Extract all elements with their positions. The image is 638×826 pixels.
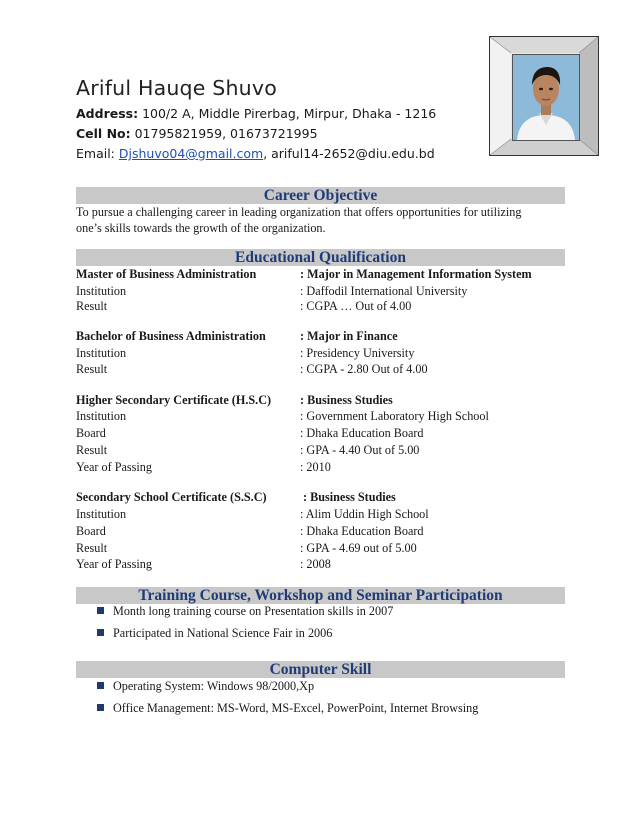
ssc-row-label: Year of Passing — [76, 557, 152, 571]
cell-value: 01795821959, 01673721995 — [134, 126, 318, 141]
mba-major: : Major in Management Information System — [300, 267, 532, 281]
person-portrait-icon — [513, 55, 579, 140]
hsc-row-label: Institution — [76, 409, 127, 423]
hsc-row-value: : 2010 — [300, 460, 331, 474]
mba-degree: Master of Business Administration — [76, 267, 257, 281]
bba-row-label: Institution — [76, 346, 127, 360]
section-career-objective: Career Objective — [76, 187, 565, 204]
hsc-row-label: Board — [76, 426, 106, 440]
ssc-degree: Secondary School Certificate (S.S.C) — [76, 490, 267, 504]
section-educational-qualification: Educational Qualification — [76, 249, 565, 266]
email-secondary: , ariful14-2652@diu.edu.bd — [263, 146, 435, 161]
section-training: Training Course, Workshop and Seminar Participation — [76, 587, 565, 604]
hsc-row-value: : Dhaka Education Board — [300, 426, 424, 440]
bba-row-label: Result — [76, 362, 108, 376]
ssc-row-label: Result — [76, 541, 108, 555]
mba-row-label: Result — [76, 299, 108, 313]
hsc-row-label: Result — [76, 443, 108, 457]
email-link[interactable]: Djshuvo04@gmail.com — [118, 146, 264, 161]
hsc-degree: Higher Secondary Certificate (H.S.C) — [76, 393, 272, 407]
address-label: Address: — [76, 106, 139, 121]
ssc-row-label: Institution — [76, 507, 127, 521]
cell-line — [76, 124, 436, 144]
square-bullet-icon — [97, 607, 104, 614]
address-line — [76, 104, 436, 124]
section-computer-skill: Computer Skill — [76, 661, 565, 678]
candidate-name: Ariful Hauqe Shuvo — [76, 76, 277, 100]
profile-photo — [512, 54, 580, 141]
career-text-line1: To pursue a challenging career in leading organization that offers opportunities for utilizing — [76, 205, 522, 219]
photo-frame — [489, 36, 599, 156]
square-bullet-icon — [97, 629, 104, 636]
bba-degree: Bachelor of Business Administration — [76, 329, 266, 343]
training-item: Month long training course on Presentation skills in 2007 — [113, 604, 394, 618]
email-label: Email: — [76, 146, 115, 161]
training-item: Participated in National Science Fair in 2006 — [113, 626, 333, 640]
square-bullet-icon — [97, 682, 104, 689]
cell-label: Cell No: — [76, 126, 131, 141]
hsc-row-label: Year of Passing — [76, 460, 152, 474]
bba-row-value: : CGPA - 2.80 Out of 4.00 — [300, 362, 428, 376]
hsc-row-value: : GPA - 4.40 Out of 5.00 — [300, 443, 420, 457]
ssc-major: : Business Studies — [303, 490, 396, 504]
bba-major: : Major in Finance — [300, 329, 398, 343]
bba-row-value: : Presidency University — [300, 346, 415, 360]
resume-header — [76, 76, 436, 164]
computer-skill-item: Office Management: MS-Word, MS-Excel, PowerPoint, Internet Browsing — [113, 701, 479, 715]
computer-skill-item: Operating System: Windows 98/2000,Xp — [113, 679, 315, 693]
hsc-row-value: : Government Laboratory High School — [300, 409, 489, 423]
ssc-row-value: : 2008 — [300, 557, 331, 571]
ssc-row-value: : Dhaka Education Board — [300, 524, 424, 538]
ssc-row-label: Board — [76, 524, 106, 538]
ssc-row-value: : GPA - 4.69 out of 5.00 — [300, 541, 417, 555]
mba-row-value: : Daffodil International University — [300, 284, 468, 298]
email-line — [76, 144, 436, 164]
mba-row-label: Institution — [76, 284, 127, 298]
hsc-major: : Business Studies — [300, 393, 393, 407]
career-text-line2: one’s skills towards the growth of the organization. — [76, 221, 326, 235]
ssc-row-value: : Alim Uddin High School — [300, 507, 429, 521]
square-bullet-icon — [97, 704, 104, 711]
mba-row-value: : CGPA … Out of 4.00 — [300, 299, 412, 313]
address-value: 100/2 A, Middle Pirerbag, Mirpur, Dhaka - 1216 — [142, 106, 437, 121]
